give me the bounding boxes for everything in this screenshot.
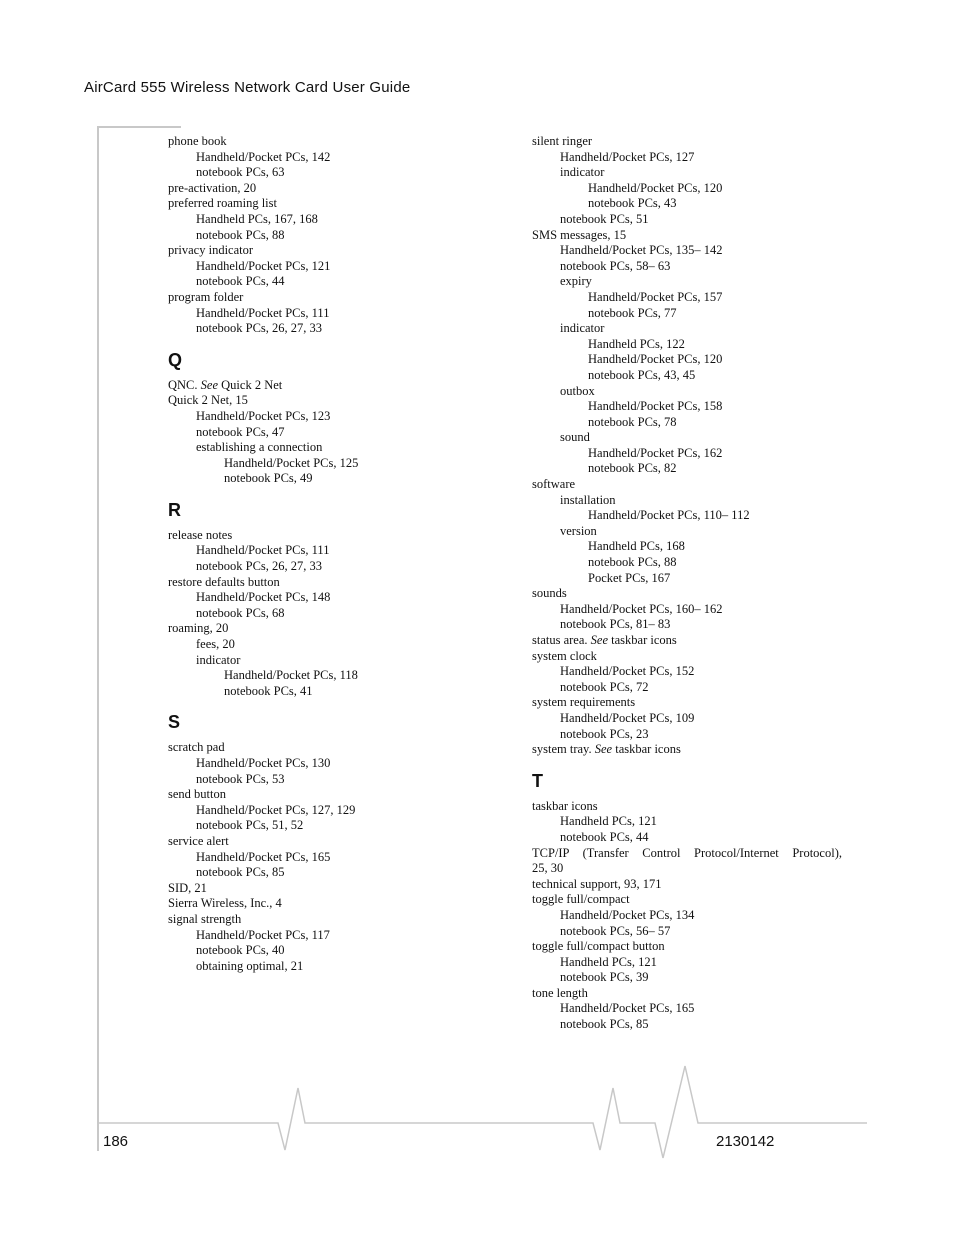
index-entry: Handheld/Pocket PCs, 142 <box>196 149 331 164</box>
index-entry: software <box>532 477 576 492</box>
index-entry: Handheld/Pocket PCs, 157 <box>588 289 723 304</box>
see-reference-label: See <box>200 377 219 392</box>
index-column-left <box>168 134 498 974</box>
index-entry: notebook PCs, 51 <box>560 211 649 226</box>
index-entry: Handheld/Pocket PCs, 111 <box>196 543 330 558</box>
index-entry: notebook PCs, 68 <box>196 605 285 620</box>
index-entry: indicator <box>196 652 241 667</box>
index-entry: notebook PCs, 78 <box>588 414 677 429</box>
see-reference-target: taskbar icons <box>608 633 677 647</box>
index-entry: Handheld/Pocket PCs, 118 <box>224 668 358 683</box>
index-entry: Quick 2 Net, 15 <box>168 393 248 408</box>
index-entry: Handheld/Pocket PCs, 127, 129 <box>196 802 356 817</box>
page-number: 186 <box>103 1133 129 1150</box>
index-entry: Handheld/Pocket PCs, 120 <box>588 352 723 367</box>
index-entry: notebook PCs, 51, 52 <box>196 818 304 833</box>
index-entry: notebook PCs, 88 <box>196 227 285 242</box>
index-entry: Handheld PCs, 121 <box>560 954 657 969</box>
index-entry: fees, 20 <box>196 637 235 652</box>
index-entry: sounds <box>532 586 567 601</box>
frame-left-rule <box>97 127 99 1151</box>
index-entry: SID, 21 <box>168 880 207 895</box>
index-entry-term: system tray. <box>532 742 595 757</box>
document-number: 2130142 <box>716 1133 775 1150</box>
index-entry: signal strength <box>168 911 242 926</box>
index-entry: notebook PCs, 43 <box>588 196 677 211</box>
index-entry <box>532 742 848 758</box>
index-entry: notebook PCs, 81– 83 <box>560 617 671 632</box>
index-entry: Handheld/Pocket PCs, 110– 112 <box>588 508 750 523</box>
index-section-letter: R <box>168 499 181 520</box>
index-entry: Handheld/Pocket PCs, 121 <box>196 258 331 273</box>
index-entry <box>168 378 498 394</box>
index-entry: roaming, 20 <box>168 621 229 636</box>
index-entry: toggle full/compact button <box>532 939 665 954</box>
index-entry: taskbar icons <box>532 798 598 813</box>
index-entry: Handheld/Pocket PCs, 162 <box>588 445 723 460</box>
index-entry: Handheld/Pocket PCs, 135– 142 <box>560 243 723 258</box>
index-entry: notebook PCs, 26, 27, 33 <box>196 559 323 574</box>
index-entry: sound <box>560 430 590 445</box>
index-entry: release notes <box>168 527 233 542</box>
index-entry: version <box>560 523 597 538</box>
index-entry: installation <box>560 492 616 507</box>
index-entry: phone book <box>168 134 227 148</box>
index-entry: program folder <box>168 289 244 304</box>
see-reference-target: taskbar icons <box>612 742 681 757</box>
index-entry: notebook PCs, 77 <box>588 305 677 320</box>
index-entry: Handheld/Pocket PCs, 127 <box>560 149 695 164</box>
index-entry: send button <box>168 787 226 802</box>
index-entry: silent ringer <box>532 134 593 148</box>
page-header-title: AirCard 555 Wireless Network Card User Guide <box>84 79 411 96</box>
index-entry: Handheld/Pocket PCs, 111 <box>196 305 330 320</box>
index-entry: Handheld/Pocket PCs, 123 <box>196 408 331 423</box>
index-entry: Sierra Wireless, Inc., 4 <box>168 896 282 911</box>
index-entry: indicator <box>560 321 605 336</box>
index-entry: notebook PCs, 39 <box>560 970 649 985</box>
index-entry: notebook PCs, 26, 27, 33 <box>196 321 323 336</box>
index-entry: system requirements <box>532 695 636 710</box>
index-entry: notebook PCs, 85 <box>196 865 285 880</box>
index-entry: notebook PCs, 40 <box>196 943 285 958</box>
index-entry-term: QNC. <box>168 377 201 392</box>
index-entry: notebook PCs, 82 <box>588 461 677 476</box>
index-entry: obtaining optimal, 21 <box>196 958 304 973</box>
index-section-letter: T <box>532 770 543 791</box>
index-entry: notebook PCs, 47 <box>196 424 285 439</box>
index-entry: notebook PCs, 23 <box>560 726 649 741</box>
index-entry: Pocket PCs, 167 <box>588 570 671 585</box>
index-entry: Handheld/Pocket PCs, 134 <box>560 907 695 922</box>
index-entry: notebook PCs, 72 <box>560 679 649 694</box>
index-entry: establishing a connection <box>196 440 323 455</box>
index-entry: notebook PCs, 56– 57 <box>560 923 671 938</box>
index-entry: Handheld/Pocket PCs, 158 <box>588 399 723 414</box>
index-entry: scratch pad <box>168 740 225 755</box>
index-entry: Handheld/Pocket PCs, 109 <box>560 710 695 725</box>
index-entry: notebook PCs, 63 <box>196 165 285 180</box>
index-entry: SMS messages, 15 <box>532 227 627 242</box>
see-reference-target: Quick 2 Net <box>218 377 283 392</box>
index-entry: Handheld PCs, 168 <box>588 539 685 554</box>
index-entry: restore defaults button <box>168 574 280 589</box>
index-entry: notebook PCs, 53 <box>196 771 285 786</box>
frame-top-rule <box>97 126 181 128</box>
index-entry: preferred roaming list <box>168 196 277 211</box>
index-column-right <box>532 134 848 1033</box>
index-entry: toggle full/compact <box>532 892 630 907</box>
see-reference-label: See <box>594 742 613 757</box>
index-section-letter: S <box>168 712 181 733</box>
index-entry: Handheld PCs, 121 <box>560 814 657 829</box>
index-entry: technical support, 93, 171 <box>532 876 662 891</box>
see-reference-label: See <box>590 633 609 647</box>
index-entry: Handheld/Pocket PCs, 160– 162 <box>560 601 723 616</box>
index-entry: Handheld/Pocket PCs, 125 <box>224 455 359 470</box>
index-entry <box>532 633 848 649</box>
index-entry: notebook PCs, 41 <box>224 683 313 698</box>
index-entry: expiry <box>560 274 592 289</box>
index-entry: Handheld/Pocket PCs, 120 <box>588 180 723 195</box>
index-entry: privacy indicator <box>168 243 254 258</box>
index-entry: Handheld/Pocket PCs, 165 <box>196 849 331 864</box>
index-entry: Handheld/Pocket PCs, 152 <box>560 664 695 679</box>
index-entry: service alert <box>168 833 229 848</box>
index-entry-term: status area. <box>532 633 591 647</box>
index-entry: indicator <box>560 165 605 180</box>
index-entry: notebook PCs, 88 <box>588 555 677 570</box>
index-entry: notebook PCs, 85 <box>560 1017 649 1032</box>
index-entry: pre-activation, 20 <box>168 180 257 195</box>
index-entry: system clock <box>532 648 597 663</box>
index-entry: Handheld/Pocket PCs, 130 <box>196 756 331 770</box>
index-entry: notebook PCs, 44 <box>196 274 285 289</box>
index-entry: 25, 30 <box>532 861 564 876</box>
index-entry: notebook PCs, 43, 45 <box>588 367 696 382</box>
index-entry: Handheld PCs, 122 <box>588 336 685 351</box>
index-entry: outbox <box>560 383 595 398</box>
index-entry: Handheld/Pocket PCs, 117 <box>196 927 330 942</box>
index-entry: notebook PCs, 58– 63 <box>560 258 671 273</box>
index-section-letter: Q <box>168 349 183 370</box>
index-entry: Handheld PCs, 167, 168 <box>196 211 318 226</box>
index-entry: tone length <box>532 985 588 1000</box>
footer-heartbeat-line <box>0 1060 954 1170</box>
index-entry: notebook PCs, 44 <box>560 829 649 844</box>
index-entry: Handheld/Pocket PCs, 148 <box>196 590 331 605</box>
index-entry: TCP/IP (Transfer Control Protocol/Internet Protocol), <box>532 845 842 860</box>
index-entry: Handheld/Pocket PCs, 165 <box>560 1001 695 1016</box>
index-entry: notebook PCs, 49 <box>224 471 313 486</box>
